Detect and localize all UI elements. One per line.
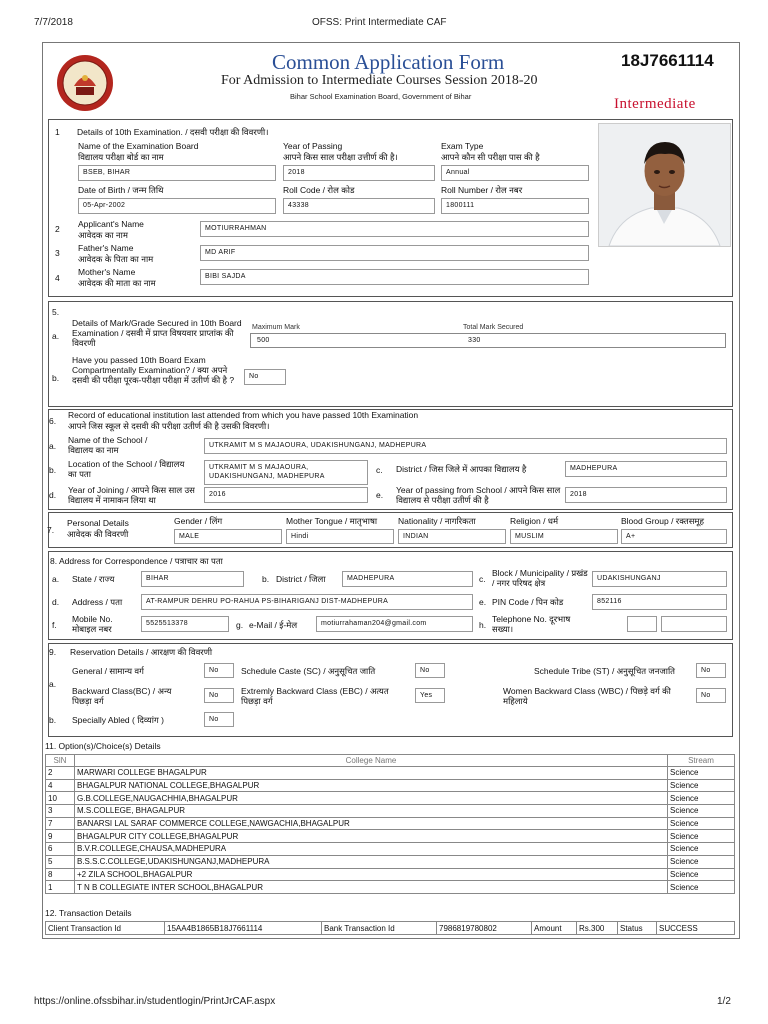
sec8-f-letter: f. [52,620,57,630]
options-header-college: College Name [75,755,668,767]
bank-txn-value: 7986819780802 [437,922,532,935]
address-label: Address / पता [72,597,123,607]
blood-group-label: Blood Group / रक्तसमूह [621,516,705,526]
bank-txn-label: Bank Transaction Id [322,922,437,935]
nationality-label: Nationality / नागरिकता [398,516,476,526]
transaction-table [45,921,735,935]
sec8-title: 8. Address for Correspondence / पत्राचार का पता [50,556,223,566]
total-mark-value: 330 [468,337,481,344]
religion-value: MUSLIM [510,529,618,544]
telephone-number-value [661,616,727,632]
option-stream: Science [668,792,735,805]
pin-value: 852116 [592,594,727,610]
sec1-number: 1 [55,127,60,137]
options-table [45,754,735,894]
marks-row [250,333,726,348]
roll-code-value: 43338 [283,198,435,214]
sec5-b-label: Have you passed 10th Board Exam Compartmentally Examination? / क्या अपने दसवी की परीक्षा पूरक-परीक्षा परीक्षा में उतीर्ण की है ? [72,355,235,385]
email-value: motiurrahaman204@gmail.com [316,616,473,632]
sec6-number: 6. [49,416,57,426]
mother-tongue-label: Mother Tongue / मातृभाषा [286,516,378,526]
option-stream: Science [668,843,735,856]
print-page-count: 1/2 [717,996,731,1007]
school-name-value: UTKRAMIT M S MAJAOURA, UDAKISHUNGANJ, MADHEPURA [204,438,727,454]
sec8-a-letter: a. [52,574,60,584]
option-college: T N B COLLEGIATE INTER SCHOOL,BHAGALPUR [75,881,668,894]
sec8-g-letter: g. [236,620,244,630]
max-mark-value: 500 [257,337,270,344]
father-name-value: MD ARIF [200,245,589,261]
form-subtitle: For Admission to Intermediate Courses Session 2018-20 [221,73,538,88]
option-sln: 5 [46,855,75,868]
gender-label: Gender / लिंग [174,516,223,526]
applicant-portrait-icon [599,124,730,246]
st-label: Schedule Tribe (ST) / अनुसूचित जनजाति [534,666,676,676]
pwd-value: No [204,712,234,727]
general-value: No [204,663,234,678]
sec9-a-letter: a. [49,679,57,689]
table-row [46,830,735,843]
status-label: Status [618,922,657,935]
exam-type-value: Annual [441,165,589,181]
option-sln: 6 [46,843,75,856]
option-sln: 7 [46,817,75,830]
max-mark-header: Maximum Mark [252,324,300,331]
ebc-value: Yes [415,688,445,703]
sec6-title-en: Record of educational institution last attended from which you have passed 10th Examination [68,410,419,420]
bc-value: No [204,688,234,703]
pwd-label: Specially Abled ( दिव्यांग ) [72,715,164,725]
mother-label-hi: आवेदक की माता का नाम [78,278,156,288]
gender-value: MALE [174,529,282,544]
father-label-en: Father's Name [78,243,134,253]
sec2-number: 2 [55,224,60,234]
state-label: State / राज्य [72,574,115,584]
sec1-title: Details of 10th Examination. / दसवी परीक्षा की विवरणी। [77,127,269,137]
option-stream: Science [668,830,735,843]
option-sln: 2 [46,767,75,780]
roll-code-label: Roll Code / रोल कोड [283,185,355,195]
option-college: MARWARI COLLEGE BHAGALPUR [75,767,668,780]
print-url: https://online.ofssbihar.in/studentlogin/PrintJrCAF.aspx [34,996,276,1007]
religion-label: Religion / धर्म [510,516,559,526]
option-stream: Science [668,881,735,894]
option-sln: 4 [46,779,75,792]
sc-label: Schedule Caste (SC) / अनुसूचित जाति [241,666,376,676]
stream-label: Intermediate [614,96,696,112]
personal-label-en: Personal Details [67,518,129,528]
table-row [46,855,735,868]
year-label-hi: आपने किस साल परीक्षा उत्तीर्ण की है। [283,152,398,162]
board-value: BSEB, BIHAR [78,165,276,181]
table-row [46,767,735,780]
sec5-b-letter: b. [52,373,60,383]
sec5-number: 5. [52,307,60,317]
sec8-b-letter: b. [262,574,270,584]
school-district-value: MADHEPURA [565,461,727,477]
block-label: Block / Municipality / प्रखंड / नगर परिषद क्षेत्र [492,568,588,588]
table-row [46,922,735,935]
mother-tongue-value: Hindi [286,529,394,544]
option-sln: 3 [46,805,75,818]
option-college: M.S.COLLEGE, BHAGALPUR [75,805,668,818]
options-header-sln: SlN [46,755,75,767]
option-stream: Science [668,817,735,830]
personal-label-hi: आवेदक की विवरणी [67,529,129,539]
table-row [46,881,735,894]
total-mark-header: Total Mark Secured [463,324,524,331]
ebc-label: Extremly Backward Class (EBC) / अत्यत पिछड़ा वर्ग [241,686,389,706]
school-location-value: UTKRAMIT M S MAJAOURA, UDAKISHUNGANJ, MADHEPURA [204,460,368,485]
board-label-hi: विद्यालय परीक्षा बोर्ड का नाम [78,152,164,162]
table-row [46,779,735,792]
district-value: MADHEPURA [342,571,473,587]
applicant-label-hi: आवेदक का नाम [78,230,128,240]
board-label-en: Name of the Examination Board [78,141,199,151]
option-college: +2 ZILA SCHOOL,BHAGALPUR [75,868,668,881]
table-row [46,817,735,830]
district-label: District / जिला [276,574,326,584]
options-header-stream: Stream [668,755,735,767]
option-sln: 8 [46,868,75,881]
sec5-a-label: Details of Mark/Grade Secured in 10th Board Examination / दसवी में प्राप्त विषयवार प्राप्तांक की विवरणी [72,318,242,348]
wbc-label: Women Backward Class (WBC) / पिछड़े वर्ग की महिलाये [503,686,671,706]
client-txn-value: 15AA4B1865B18J7661114 [165,922,322,935]
sec6-e-letter: e. [376,490,384,500]
option-stream: Science [668,805,735,818]
general-label: General / सामान्य वर्ग [72,666,144,676]
sec3-number: 3 [55,248,60,258]
sec6-c-letter: c. [376,465,383,475]
roll-number-label: Roll Number / रोल नबर [441,185,523,195]
pass-year-label: Year of passing from School / आपने किस साल विद्यालय से परीक्षा उतीर्ण की है [396,485,561,505]
mobile-label: Mobile No. मोबाइल नबर [72,614,113,634]
option-sln: 10 [46,792,75,805]
sec5-a-letter: a. [52,331,60,341]
sc-value: No [415,663,445,678]
sec6-a-letter: a. [49,441,57,451]
option-college: G.B.COLLEGE,NAUGACHHIA,BHAGALPUR [75,792,668,805]
application-number: 18J7661114 [621,51,714,70]
exam-type-label-en: Exam Type [441,141,484,151]
status-value: SUCCESS [657,922,735,935]
sec9-number: 9. [49,647,57,657]
father-label-hi: आवेदक के पिता का नाम [78,254,154,264]
sec12-title: 12. Transaction Details [45,908,132,918]
client-txn-label: Client Transaction Id [46,922,165,935]
option-stream: Science [668,779,735,792]
pin-label: PIN Code / पिन कोड [492,597,564,607]
mother-name-value: BIBI SAJDA [200,269,589,285]
option-college: BANARSI LAL SARAF COMMERCE COLLEGE,NAWGACHIA,BHAGALPUR [75,817,668,830]
blood-group-value: A+ [621,529,727,544]
sec7-number: 7. [47,525,55,535]
sec4-number: 4 [55,273,60,283]
st-value: No [696,663,726,678]
applicant-label-en: Applicant's Name [78,219,144,229]
sec9-b-letter: b. [49,715,57,725]
block-value: UDAKISHUNGANJ [592,571,727,587]
sec6-d-letter: d. [49,490,57,500]
telephone-label: Telephone No. दूरभाष सख्या। [492,614,571,634]
option-stream: Science [668,767,735,780]
table-row [46,805,735,818]
applicant-name-value: MOTIURRAHMAN [200,221,589,237]
amount-value: Rs.300 [577,922,618,935]
print-page-title: OFSS: Print Intermediate CAF [312,17,447,28]
option-sln: 1 [46,881,75,894]
bseb-logo-icon [56,54,114,112]
mother-label-en: Mother's Name [78,267,136,277]
table-row [46,868,735,881]
bc-label: Backward Class(BC) / अन्य पिछड़ा वर्ग [72,686,172,706]
address-value: AT-RAMPUR DEHRU PO-RAHUA PS-BIHARIGANJ DIST-MADHEPURA [141,594,473,610]
option-stream: Science [668,868,735,881]
school-district-label: District / जिस जिले में आपका विद्यालय है [396,464,527,474]
sec11-title: 11. Option(s)/Choice(s) Details [45,741,161,751]
option-stream: Science [668,855,735,868]
wbc-value: No [696,688,726,703]
option-college: B.V.R.COLLEGE,CHAUSA,MADHEPURA [75,843,668,856]
section-marks [48,301,733,407]
option-sln: 9 [46,830,75,843]
sec8-c-letter: c. [479,574,486,584]
exam-type-label-hi: आपने कौन सी परीक्षा पास की है [441,152,540,162]
join-year-label: Year of Joining / आपने किस साल उस विद्यालय में नामाकन लिया था [68,485,195,505]
dob-label: Date of Birth / जन्म तिथि [78,185,164,195]
join-year-value: 2016 [204,487,368,503]
sec8-h-letter: h. [479,620,487,630]
state-value: BIHAR [141,571,244,587]
board-name: Bihar School Examination Board, Government of Bihar [290,92,472,101]
option-college: BHAGALPUR CITY COLLEGE,BHAGALPUR [75,830,668,843]
sec8-e-letter: e. [479,597,487,607]
sec8-d-letter: d. [52,597,60,607]
print-date: 7/7/2018 [34,17,73,28]
school-name-label: Name of the School / विद्यालय का नाम [68,435,148,455]
amount-label: Amount [532,922,577,935]
sec6-title-hi: आपने जिस स्कूल से दसवी की परीक्षा उतीर्ण की है उसकी विवरणी। [68,421,270,431]
option-college: B.S.S.C.COLLEGE,UDAKISHUNGANJ,MADHEPURA [75,855,668,868]
sec6-b-letter: b. [49,465,57,475]
dob-value: 05-Apr-2002 [78,198,276,214]
sec9-title: Reservation Details / आरक्षण की विवरणी [70,647,213,657]
email-label: e-Mail / ई-मेल [249,620,298,630]
year-label-en: Year of Passing [283,141,343,151]
applicant-photo [598,123,731,247]
telephone-std-value [627,616,657,632]
compartmental-value: No [244,369,286,385]
table-row [46,843,735,856]
option-college: BHAGALPUR NATIONAL COLLEGE,BHAGALPUR [75,779,668,792]
form-title: Common Application Form [272,50,505,74]
pass-year-value: 2018 [565,487,727,503]
school-location-label: Location of the School / विद्यालय का पता [68,459,185,479]
roll-number-value: 1800111 [441,198,589,214]
table-row [46,792,735,805]
mobile-value: 5525513378 [141,616,229,632]
year-value: 2018 [283,165,435,181]
nationality-value: INDIAN [398,529,506,544]
